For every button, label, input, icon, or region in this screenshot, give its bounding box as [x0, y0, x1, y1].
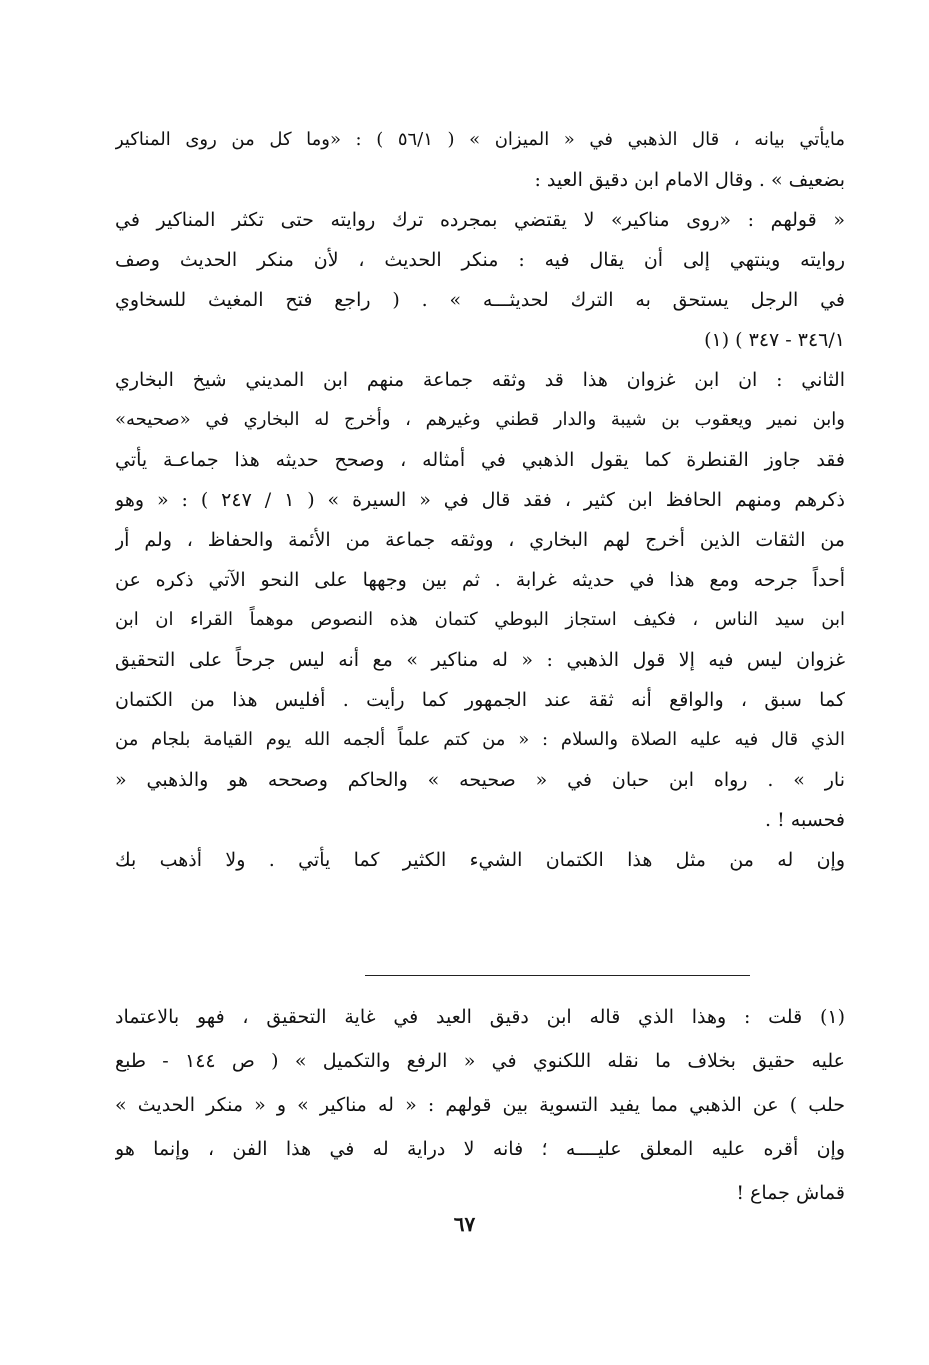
text-line: روايته وينتهي إلى أن يقال فيه : منكر الحديث ، لأن منكر الحديث وصف [115, 249, 845, 271]
text-line: ابن سيد الناس ، فكيف استجاز البوطي كتمان هذه النصوص موهماً القراء ان ابن [115, 609, 845, 630]
text-line: من الثقات الذين أخرج لهم البخاري ، ووثقه جماعة من الأئمة والحفاظ ، ولم أر [115, 529, 845, 551]
text-line: في الرجل يستحق به الترك لحديثـــه » . ( راجع فتح المغيث للسخاوي [115, 289, 845, 311]
text-line: أحداً جرحه ومع هذا في حديثه غرابة . ثم بين وجهها على النحو الآتي ذكره عن [115, 569, 845, 591]
main-text [115, 120, 845, 880]
text-line: كما سبق ، والواقع أنه ثقة عند الجمهور كما رأيت . أفليس هذا من الكتمان [115, 689, 845, 711]
footnote-line: حلب ) عن الذهبي مما يفيد التسوية بين قولهم : « له مناكير » و « منكر الحديث » [115, 1094, 845, 1116]
footnotes [115, 995, 845, 1215]
footnote-separator [365, 975, 750, 976]
text-line: ٣٤٦/١ - ٣٤٧ ) (١) [704, 329, 845, 351]
text-line: وإن له من مثل هذا الكتمان الشيء الكثير كما يأتي . ولا أذهب بك [115, 849, 845, 871]
text-line: الذي قال فيه عليه الصلاة والسلام : « من كتم علماً ألجمه الله يوم القيامة بلجام من [115, 729, 845, 750]
text-line: غزوان ليس فيه إلا قول الذهبي : « له مناكير » مع أنه ليس جرحاً على التحقيق [115, 649, 845, 671]
page-number: ٦٧ [453, 1212, 476, 1236]
text-line: ذكرهم ومنهم الحافظ ابن كثير ، فقد قال في « السيرة » ( ١ / ٢٤٧ ) : « وهو [115, 489, 845, 511]
text-line: بضعيف » . وقال الامام ابن دقيق العيد : [534, 169, 845, 191]
text-line: « قولهم : «روى مناكير» لا يقتضي بمجرده ترك روايته حتى تكثر المناكير في [115, 209, 845, 231]
footnote-line: وإن أقره عليه المعلق عليــــه ؛ فانه لا دراية له في هذا الفن ، وإنما هو [115, 1138, 845, 1160]
footnote-line: قماش جماع ! [736, 1182, 845, 1204]
text-line: نار » . رواه ابن حبان في « صحيحه » والحاكم وصححه هو والذهبي « [115, 769, 845, 791]
footnote-line: عليه حقيق بخلاف ما نقله اللكنوي في « الرفع والتكميل » ( ص ١٤٤ - طبع [115, 1050, 845, 1072]
text-line: مايأتي بيانه ، قال الذهبي في « الميزان » ( ٥٦/١ ) : «وما كل من روى المناكير [115, 129, 845, 150]
footnote-line: (١) قلت : وهذا الذي قاله ابن دقيق العيد في غاية التحقيق ، فهو بالاعتماد [115, 1006, 845, 1028]
text-line: فقد جاوز القنطرة كما يقول الذهبي في أمثاله ، وصحح حديثه هذا جماعـة يأتي [115, 449, 845, 471]
text-line: فحسبه ! . [765, 809, 845, 831]
text-line: الثاني : ان ابن غزوان هذا قد وثقه جماعة منهم ابن المديني شيخ البخاري [115, 369, 845, 391]
text-line: وابن نمير ويعقوب بن شيبة والدار قطني وغيرهم ، وأخرج له البخاري في «صحيحه» [115, 409, 845, 430]
